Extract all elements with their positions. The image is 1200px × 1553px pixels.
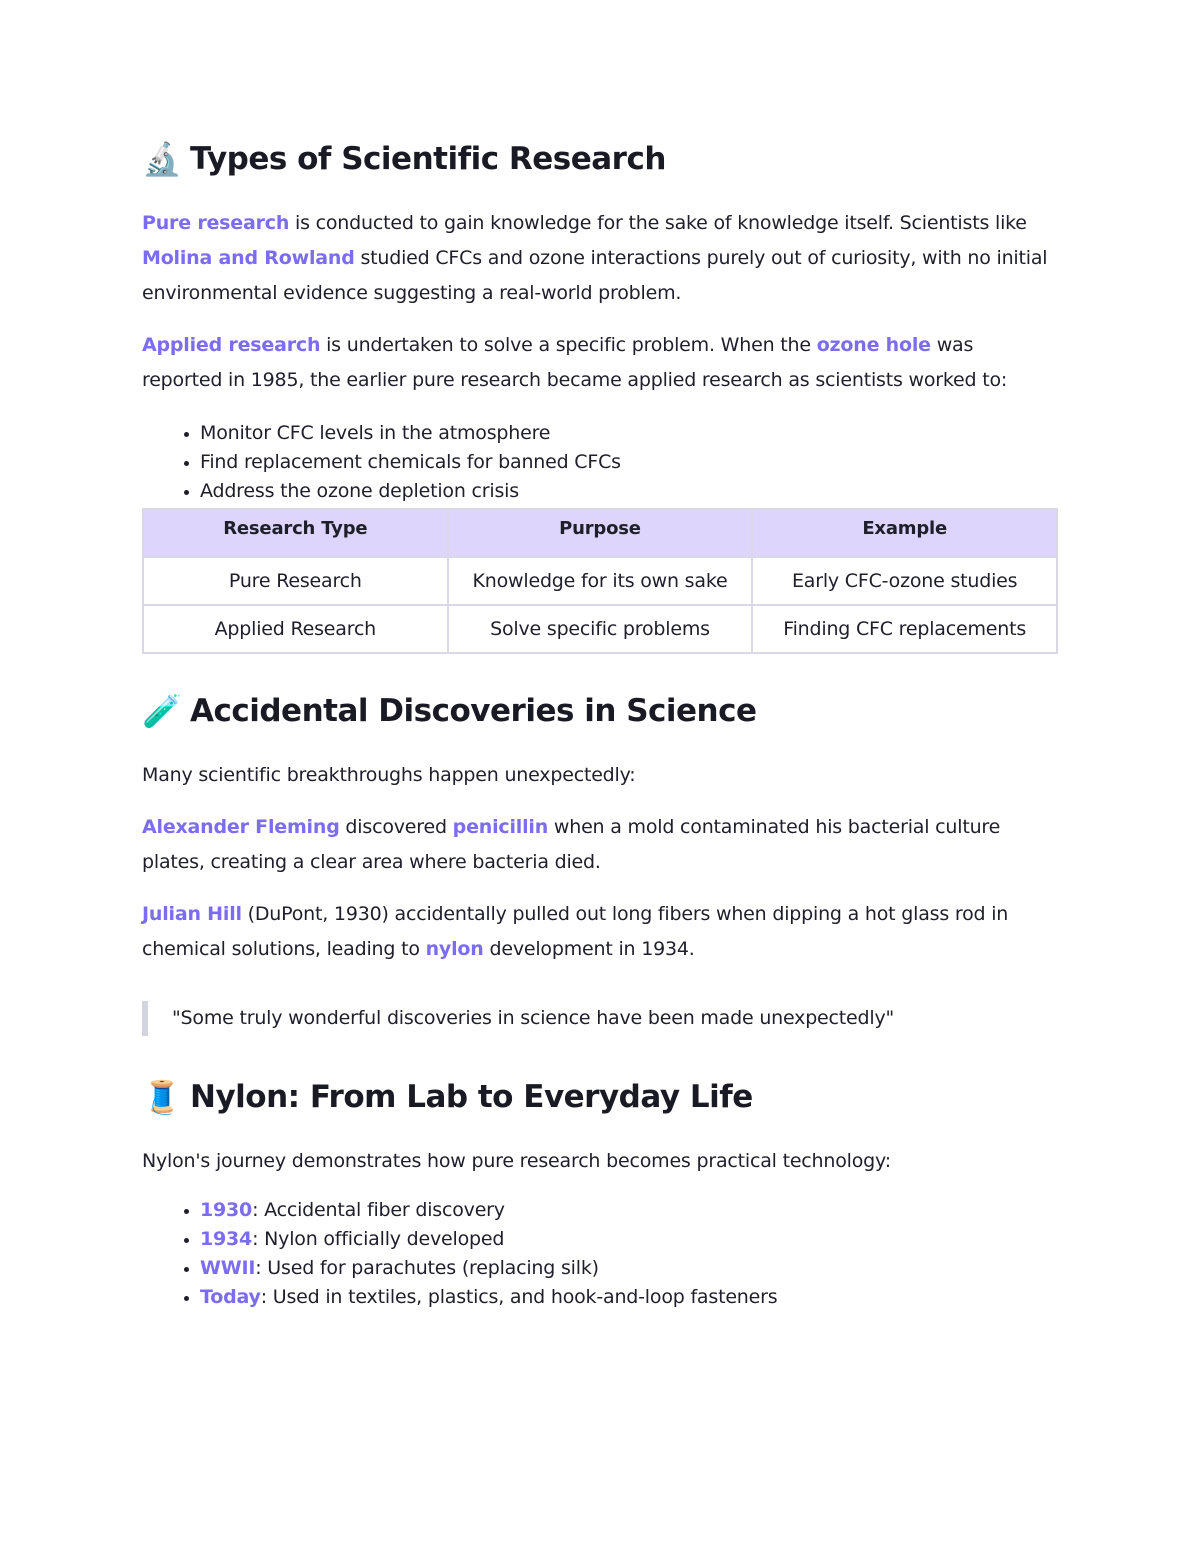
list-item — [200, 1283, 1058, 1312]
table-header-cell: Research Type — [143, 509, 448, 557]
list-item: • Address the ozone depletion crisis — [200, 477, 1058, 506]
paragraph-intro: Many scientific breakthroughs happen unexpectedly: — [142, 764, 636, 786]
table-cell: Applied Research — [143, 605, 448, 653]
microscope-icon: 🔬 — [142, 140, 182, 178]
list-item-text: : Used in textiles, plastics, and hook-and-loop fasteners — [260, 1286, 778, 1308]
term-highlight: Molina and Rowland — [142, 247, 355, 269]
research-types-table — [142, 508, 1058, 654]
list-item-text: : Used for parachutes (replacing silk) — [255, 1257, 599, 1279]
paragraph-text: (DuPont, 1930) accidentally pulled out long fibers when dipping a hot glass rod in chemical solutions, leading to — [142, 903, 1009, 960]
paragraph-applied-research — [142, 328, 1058, 398]
list-item-text: : Accidental fiber discovery — [252, 1199, 505, 1221]
term-highlight: Alexander Fleming — [142, 816, 340, 838]
table-header-row — [143, 509, 1057, 557]
list-item-text: : Nylon officially developed — [252, 1228, 505, 1250]
term-highlight: penicillin — [452, 816, 549, 838]
list-item — [200, 1225, 1058, 1254]
table-cell: Finding CFC replacements — [752, 605, 1057, 653]
heading-text: Types of Scientific Research — [190, 141, 666, 177]
bullet-list-applied-tasks — [142, 419, 1058, 506]
paragraph-text: development in 1934. — [483, 938, 695, 960]
table-cell: Pure Research — [143, 557, 448, 605]
paragraph-fleming — [142, 810, 1058, 880]
paragraph-text: is undertaken to solve a specific problem. When the — [320, 334, 817, 356]
paragraph-text: when a mold contaminated his bacterial culture plates, creating a clear area where bacteria died. — [142, 816, 1001, 873]
paragraph-text: was reported in 1985, the earlier pure research became applied research as scientists worked to: — [142, 334, 1008, 391]
table-header-cell: Purpose — [448, 509, 753, 557]
paragraph-text: is conducted to gain knowledge for the sake of knowledge itself. Scientists like — [289, 212, 1027, 234]
list-item — [200, 1196, 1058, 1225]
section-heading-research-types — [142, 140, 1058, 178]
list-item — [200, 1254, 1058, 1283]
table-header-cell: Example — [752, 509, 1057, 557]
term-highlight: 1930 — [200, 1199, 253, 1221]
list-item: • Find replacement chemicals for banned CFCs — [200, 448, 1058, 477]
term-highlight: Julian Hill — [142, 903, 242, 925]
term-highlight: Applied research — [142, 334, 321, 356]
term-highlight: nylon — [425, 938, 484, 960]
table-row — [143, 605, 1057, 653]
paragraph-text: studied CFCs and ozone interactions purely out of curiosity, with no initial environmental evidence suggesting a real-world problem. — [142, 247, 1048, 304]
heading-text: Nylon: From Lab to Everyday Life — [190, 1079, 753, 1115]
paragraph-pure-research — [142, 206, 1058, 311]
paragraph-text: discovered — [339, 816, 453, 838]
list-item: • Monitor CFC levels in the atmosphere — [200, 419, 1058, 448]
thread-spool-icon: 🧵 — [142, 1078, 182, 1116]
table-row — [143, 557, 1057, 605]
paragraph-julian-hill — [142, 897, 1058, 967]
table-cell: Early CFC-ozone studies — [752, 557, 1057, 605]
term-highlight: Today — [200, 1286, 261, 1308]
table-cell: Knowledge for its own sake — [448, 557, 753, 605]
term-highlight: WWII — [200, 1257, 256, 1279]
nylon-timeline-list — [142, 1196, 1058, 1312]
term-highlight: ozone hole — [816, 334, 931, 356]
quote-block: "Some truly wonderful discoveries in science have been made unexpectedly" — [142, 1001, 1058, 1036]
term-highlight: Pure research — [142, 212, 290, 234]
paragraph-nylon-intro: Nylon's journey demonstrates how pure research becomes practical technology: — [142, 1150, 891, 1172]
term-highlight: 1934 — [200, 1228, 253, 1250]
test-tube-icon: 🧪 — [142, 692, 182, 730]
heading-text: Accidental Discoveries in Science — [190, 693, 757, 729]
section-heading-accidental-discoveries — [142, 692, 1058, 730]
table-cell: Solve specific problems — [448, 605, 753, 653]
section-heading-nylon — [142, 1078, 1058, 1116]
